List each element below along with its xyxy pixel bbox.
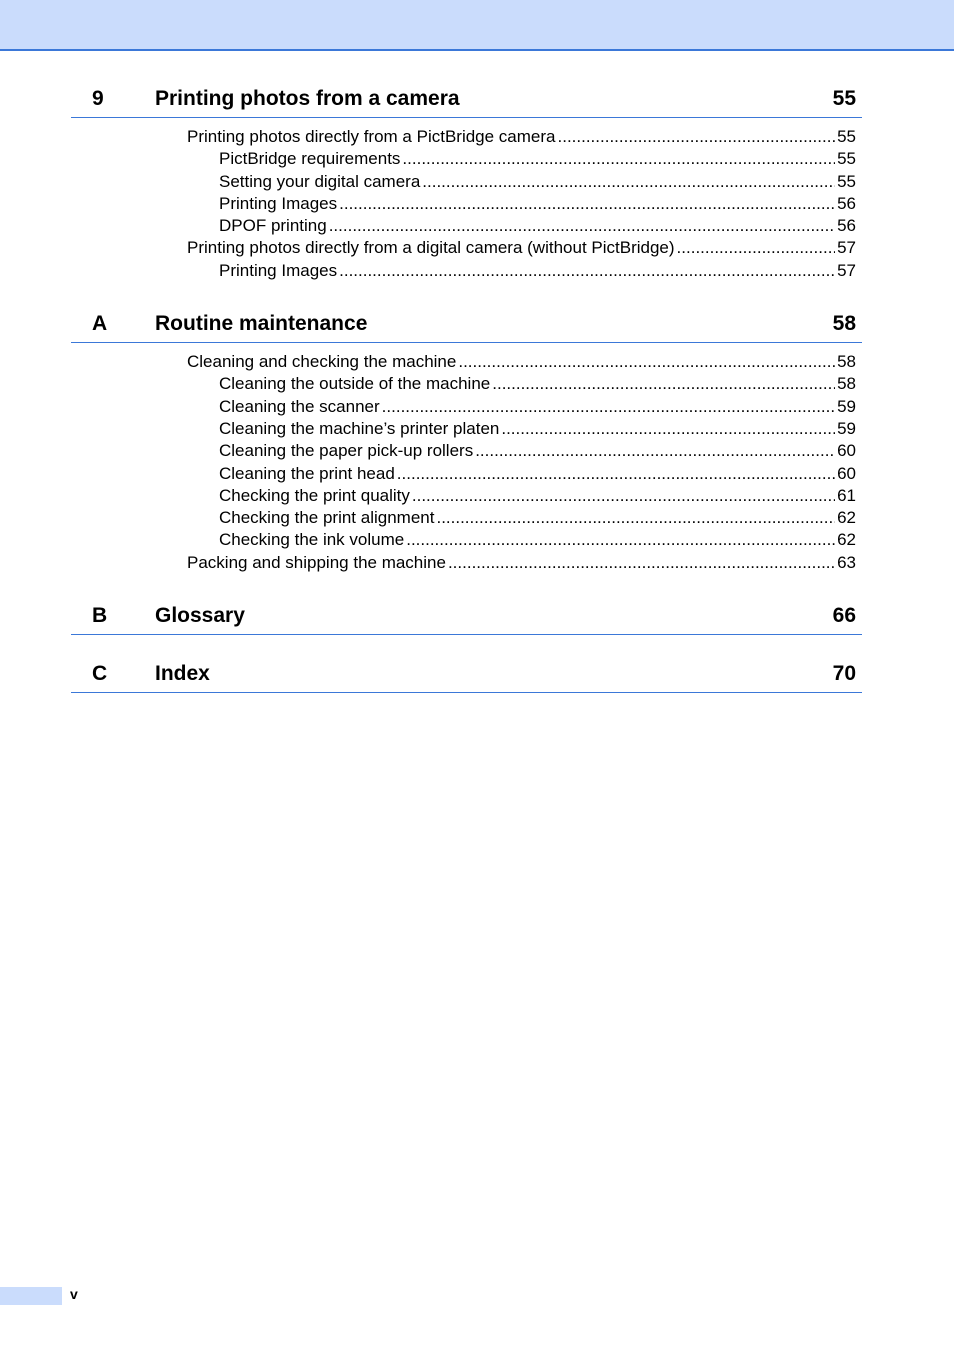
- toc-entry[interactable]: [219, 374, 856, 396]
- entry-page: 62: [837, 508, 856, 528]
- toc-chapter-9: [71, 84, 862, 285]
- dot-leader: [329, 216, 835, 236]
- chapter-title: Printing photos from a camera: [155, 87, 460, 110]
- entry-page: 57: [837, 238, 856, 258]
- dot-leader: [339, 194, 835, 214]
- chapter-title: Glossary: [155, 604, 245, 628]
- toc-chapter-a: [71, 309, 862, 577]
- entry-page: 55: [837, 127, 856, 146]
- chapter-number: 9: [92, 87, 104, 110]
- toc-entry[interactable]: [219, 216, 856, 238]
- entry-label: Checking the ink volume: [219, 530, 405, 550]
- entry-page: 57: [837, 260, 856, 280]
- entry-label: Printing Images: [219, 193, 338, 213]
- dot-leader: [501, 419, 835, 439]
- entry-label: Cleaning and checking the machine: [187, 352, 457, 372]
- entry-page: 62: [837, 530, 856, 550]
- toc-entry[interactable]: [219, 441, 856, 463]
- page-number: v: [70, 1286, 78, 1302]
- toc-entry[interactable]: [187, 127, 856, 149]
- entry-label: Cleaning the machine’s printer platen: [219, 418, 500, 438]
- dot-leader: [492, 374, 835, 394]
- entry-page: 63: [837, 552, 856, 572]
- toc-entry[interactable]: [219, 149, 856, 171]
- dot-leader: [339, 261, 835, 281]
- entry-page: 60: [837, 441, 856, 461]
- chapter-heading[interactable]: [71, 309, 862, 343]
- toc-entry[interactable]: [219, 419, 856, 441]
- chapter-number: A: [92, 312, 108, 336]
- toc-entry[interactable]: [187, 238, 856, 260]
- entry-page: 61: [837, 485, 856, 505]
- dot-leader: [382, 397, 835, 417]
- chapter-title: Index: [155, 662, 210, 686]
- entry-label: DPOF printing: [219, 216, 327, 236]
- toc-entry[interactable]: [219, 508, 856, 530]
- dot-leader: [677, 238, 836, 258]
- toc-entry[interactable]: [219, 464, 856, 486]
- toc-entry[interactable]: [219, 194, 856, 216]
- chapter-page: 70: [832, 662, 856, 686]
- entry-page: 55: [837, 149, 856, 169]
- dot-leader: [475, 441, 835, 461]
- dot-leader: [448, 553, 835, 573]
- table-of-contents: [71, 84, 862, 717]
- entry-label: Cleaning the outside of the machine: [219, 374, 491, 394]
- dot-leader: [406, 530, 835, 550]
- dot-leader: [558, 127, 836, 147]
- toc-entry[interactable]: [219, 530, 856, 552]
- entry-page: 56: [837, 193, 856, 213]
- entry-label: Cleaning the scanner: [219, 396, 380, 416]
- entry-page: 56: [837, 216, 856, 236]
- toc-entry[interactable]: [219, 172, 856, 194]
- entry-label: Packing and shipping the machine: [187, 552, 446, 572]
- chapter-heading[interactable]: [71, 601, 862, 635]
- toc-chapter-c: [71, 659, 862, 693]
- chapter-number: C: [92, 662, 108, 686]
- entry-page: 59: [837, 418, 856, 438]
- dot-leader: [436, 508, 835, 528]
- toc-chapter-b: [71, 601, 862, 635]
- entry-page: 60: [837, 463, 856, 483]
- footer-tab: [0, 1287, 62, 1305]
- chapter-heading[interactable]: [71, 84, 862, 118]
- chapter-page: 66: [832, 604, 856, 628]
- chapter-number: B: [92, 604, 108, 628]
- entry-label: Cleaning the paper pick-up rollers: [219, 441, 474, 461]
- entry-label: Checking the print quality: [219, 485, 410, 505]
- dot-leader: [412, 486, 835, 506]
- chapter-heading[interactable]: [71, 659, 862, 693]
- entry-page: 59: [837, 396, 856, 416]
- entry-label: Checking the print alignment: [219, 508, 435, 528]
- chapter-page: 55: [832, 87, 856, 110]
- toc-entry[interactable]: [187, 553, 856, 575]
- entry-label: Printing photos directly from a digital camera (without PictBridge): [187, 238, 675, 258]
- entry-label: Printing photos directly from a PictBridge camera: [187, 127, 556, 146]
- toc-entry[interactable]: [219, 486, 856, 508]
- toc-entry[interactable]: [219, 261, 856, 283]
- entry-page: 58: [837, 374, 856, 394]
- entry-label: Setting your digital camera: [219, 171, 421, 191]
- chapter-title: Routine maintenance: [155, 312, 368, 336]
- dot-leader: [402, 149, 835, 169]
- dot-leader: [458, 352, 835, 372]
- entry-label: Cleaning the print head: [219, 463, 395, 483]
- dot-leader: [397, 464, 835, 484]
- entry-page: 55: [837, 171, 856, 191]
- header-band: [0, 0, 954, 51]
- entry-page: 58: [837, 352, 856, 372]
- entry-label: PictBridge requirements: [219, 149, 401, 169]
- toc-entry[interactable]: [187, 352, 856, 374]
- chapter-page: 58: [832, 312, 856, 336]
- toc-entry[interactable]: [219, 397, 856, 419]
- dot-leader: [422, 172, 835, 192]
- entry-label: Printing Images: [219, 260, 338, 280]
